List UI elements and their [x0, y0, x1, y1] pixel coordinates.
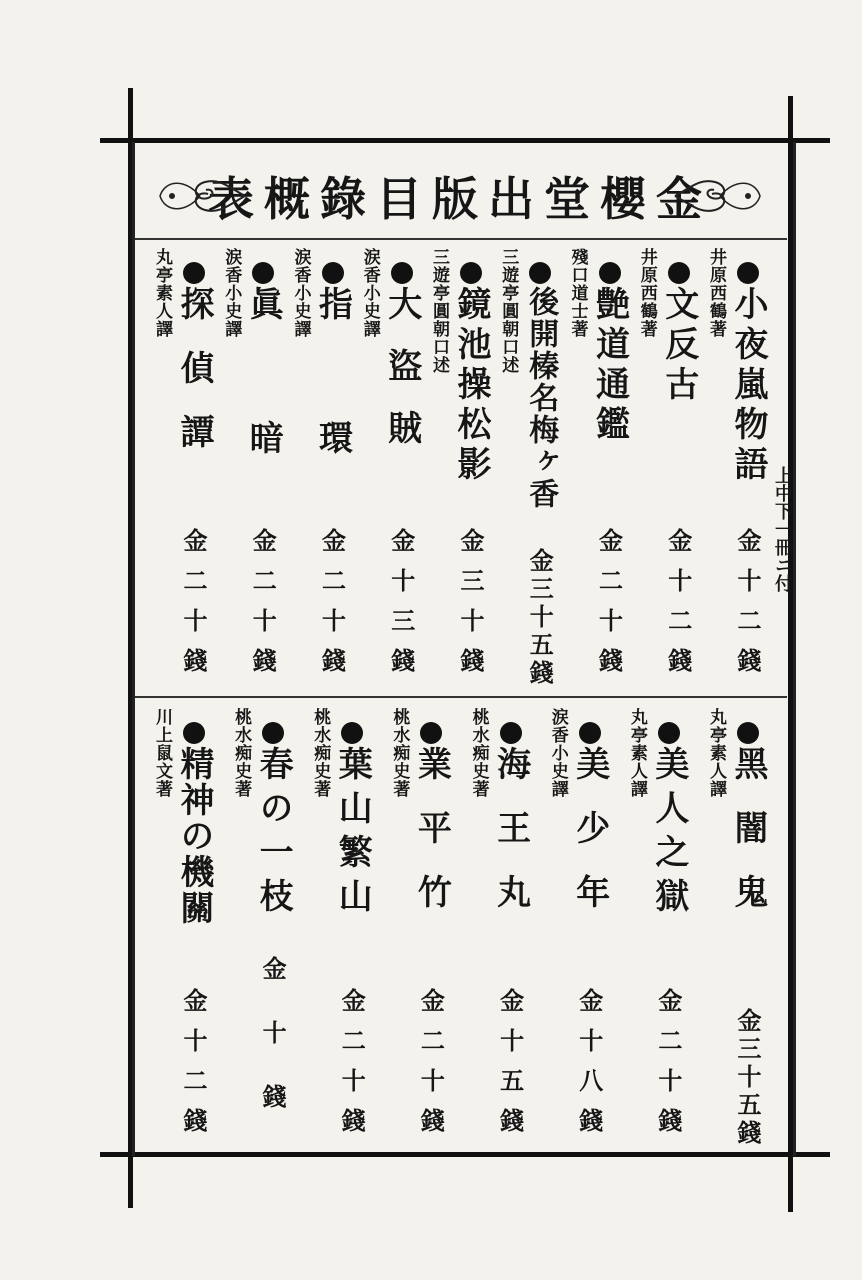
- book-price: 金二十錢: [248, 528, 278, 688]
- bullet-icon: [183, 262, 205, 284]
- book-price: 金三十五錢: [732, 1008, 762, 1148]
- book-author: 桃水痴史著: [468, 708, 489, 798]
- book-title: 美人之獄: [648, 746, 689, 922]
- book-title: 海王丸: [490, 746, 531, 938]
- upper-listing: [150, 248, 793, 688]
- book-author: 桃水痴史著: [231, 708, 252, 798]
- header-divider: [135, 238, 787, 240]
- book-title: 眞暗: [243, 286, 284, 554]
- list-item: [150, 708, 216, 1148]
- bullet-icon: [658, 722, 680, 744]
- catalog-header: [150, 158, 770, 234]
- book-title: 大盜賊: [381, 286, 422, 472]
- list-item: [150, 248, 216, 688]
- book-price: 金三十五錢: [525, 548, 555, 688]
- book-price: 金二十錢: [317, 528, 347, 688]
- book-title: 艶道通鑑: [589, 286, 630, 446]
- book-author: 涙香小史譯: [221, 248, 242, 338]
- volume-note: 上中下一冊ニ付: [772, 466, 793, 592]
- book-price: 金十二錢: [663, 528, 693, 688]
- book-price: 金二十錢: [337, 988, 367, 1148]
- book-author: 涙香小史譯: [547, 708, 568, 798]
- bullet-icon: [341, 722, 363, 744]
- book-title: 葉山繁山: [332, 746, 373, 922]
- bullet-icon: [668, 262, 690, 284]
- book-author: 三遊亭圓朝口述: [429, 248, 449, 374]
- bullet-icon: [737, 722, 759, 744]
- book-title: 業平竹: [411, 746, 452, 938]
- catalog-title: 金櫻堂出版目錄概表: [208, 172, 712, 226]
- book-author: 丸亭素人譯: [705, 708, 726, 798]
- book-author: 丸亭素人譯: [626, 708, 647, 798]
- book-title: 小夜嵐物語: [728, 286, 768, 486]
- lower-listing: [150, 708, 770, 1148]
- list-item: [635, 248, 701, 688]
- book-price: 金十三錢: [386, 528, 416, 688]
- bullet-icon: [262, 722, 284, 744]
- section-divider: [135, 696, 787, 698]
- book-author: 井原西鶴著: [706, 248, 726, 338]
- list-item: [308, 708, 374, 1148]
- book-title: 精神の機關: [174, 746, 214, 926]
- bullet-icon: [322, 262, 344, 284]
- book-author: 涙香小史譯: [359, 248, 380, 338]
- book-price: 金二十錢: [653, 988, 683, 1148]
- book-author: 川上鼠文著: [152, 708, 172, 798]
- list-item: [387, 708, 453, 1148]
- bullet-icon: [529, 262, 551, 284]
- flourish-ornament-left: [150, 158, 250, 234]
- list-item: [566, 248, 632, 688]
- book-title: 美少年: [569, 746, 610, 938]
- list-item: [704, 708, 770, 1148]
- bullet-icon: [391, 262, 413, 284]
- list-item: [358, 248, 424, 688]
- book-price: 金十五錢: [495, 988, 525, 1148]
- list-item: [496, 248, 562, 688]
- bullet-icon: [460, 262, 482, 284]
- book-author: 井原西鶴著: [636, 248, 657, 338]
- book-title: 鏡池操松影: [451, 286, 491, 486]
- list-item: [704, 248, 793, 688]
- list-item: [229, 708, 295, 1148]
- bullet-icon: [599, 262, 621, 284]
- book-price: 金二十錢: [594, 528, 624, 688]
- book-title: 探偵譚: [174, 286, 214, 478]
- book-author: 丸亭素人譯: [152, 248, 172, 338]
- book-author: 涙香小史譯: [290, 248, 311, 338]
- book-price: 金二十錢: [416, 988, 446, 1148]
- list-item: [467, 708, 533, 1148]
- book-price: 金十二錢: [733, 528, 762, 688]
- list-item: [625, 708, 691, 1148]
- list-item: [546, 708, 612, 1148]
- book-title: 文反古: [658, 286, 699, 406]
- list-item: [219, 248, 285, 688]
- bullet-icon: [500, 722, 522, 744]
- flourish-ornament-right: [670, 158, 770, 234]
- book-price: 金十二錢: [179, 988, 208, 1148]
- bullet-icon: [183, 722, 205, 744]
- book-author: 桃水痴史著: [389, 708, 410, 798]
- list-item: [289, 248, 355, 688]
- bullet-icon: [579, 722, 601, 744]
- bullet-icon: [252, 262, 274, 284]
- list-item: [427, 248, 493, 688]
- book-author: 殘口道士著: [567, 248, 588, 338]
- book-price: 金二十錢: [179, 528, 208, 688]
- bullet-icon: [737, 262, 759, 284]
- bullet-icon: [420, 722, 442, 744]
- book-title: 指環: [312, 286, 353, 554]
- book-price: 金十八錢: [574, 988, 604, 1148]
- book-author: 桃水痴史著: [310, 708, 331, 798]
- book-price: 金三十錢: [456, 528, 485, 688]
- book-title: 後開榛名梅ヶ香: [523, 286, 559, 510]
- book-title: 春の一枝: [253, 746, 294, 922]
- book-title: 黑闇鬼: [727, 746, 768, 938]
- book-author: 三遊亭圓朝口述: [498, 248, 519, 374]
- book-price: 金十錢: [258, 956, 288, 1148]
